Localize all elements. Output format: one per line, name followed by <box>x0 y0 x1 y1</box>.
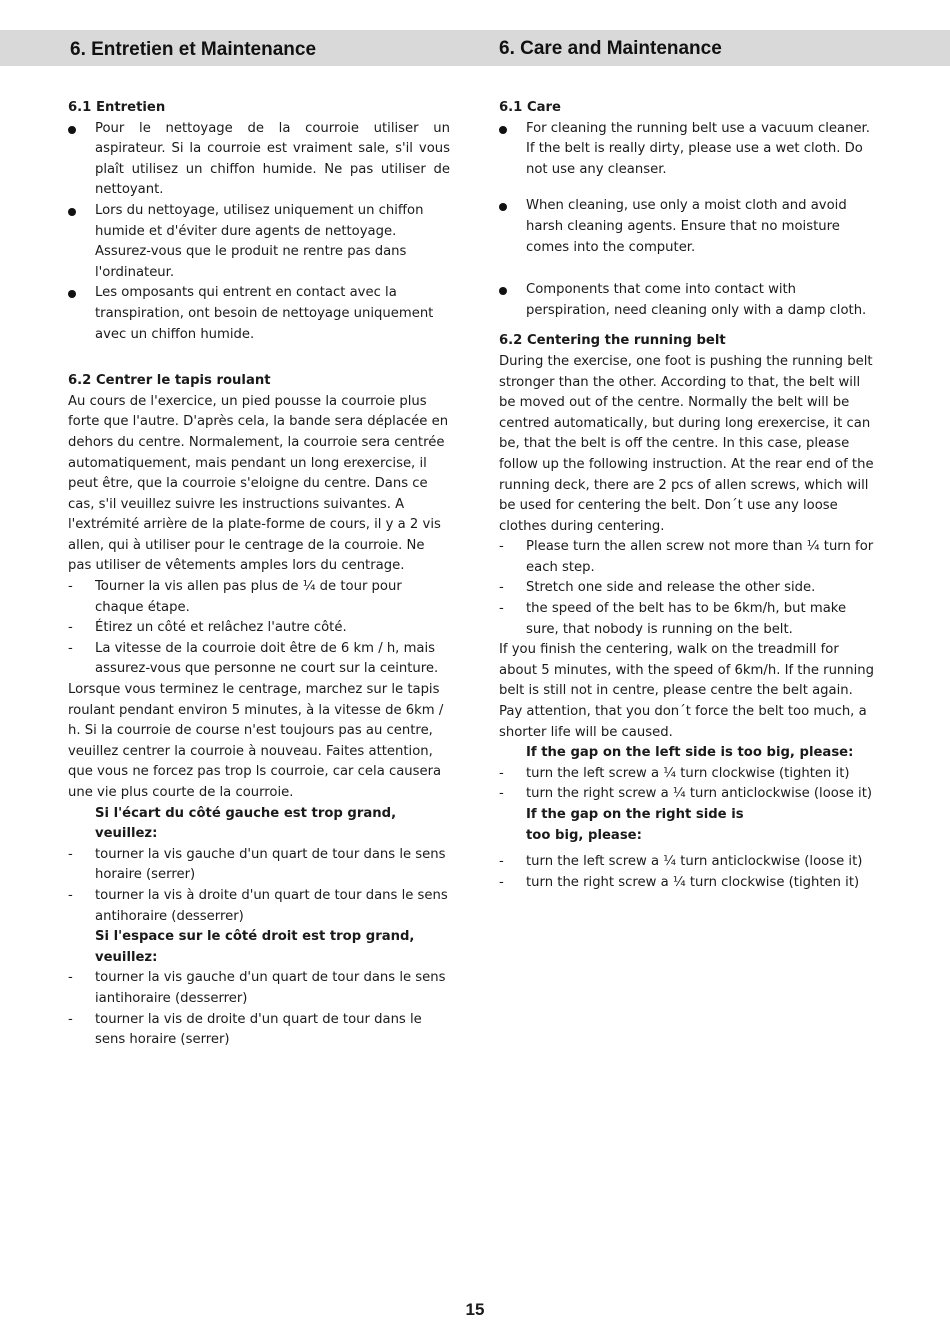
en-centering-intro: During the exercise, one foot is pushing the running belt stronger than the other. According to that, the belt will be moved out of the centre. Normally the belt will be centred automatically, but during long erexercise, it can be, that the belt is off the centre. In this case, please follow up the following instruction. At the rear end of the running deck, there are 2 pcs of allen screws, which will be used for centering the belt. Don´t use any loose clothes during centering. <box>499 353 874 534</box>
list-item: - tourner la vis à droite d'un quart de tour dans le sens antihoraire (desserrer) <box>68 887 448 924</box>
bullet-icon <box>68 126 76 134</box>
list-item: - tourner la vis de droite d'un quart de tour dans le sens horaire (serrer) <box>68 1011 422 1048</box>
fr-right-gap-steps <box>68 968 450 1050</box>
list-item: - Please turn the allen screw not more than ¼ turn for each step. <box>499 539 874 575</box>
fr-right-gap-title: Si l'espace sur le côté droit est trop grand, veuillez: <box>95 929 415 965</box>
list-item: - Tourner la vis allen pas plus de ¼ de tour pour chaque étape. <box>68 579 402 615</box>
en-centering-after: If you finish the centering, walk on the treadmill for about 5 minutes, with the speed of 6km/h. If the running belt is still not in centre, please centre the belt again. Pay attention, that you don´t force the belt too much, a shorter life will be caused. <box>499 642 875 740</box>
list-item: Lors du nettoyage, utilisez uniquement un chiffon humide et d'éviter dure agents de nettoyage. Assurez-vous que le produit ne rentre pas dans l'ordinateur. <box>68 201 450 283</box>
en-centering-steps <box>499 537 879 640</box>
bullet-icon <box>499 126 507 134</box>
page-number: 15 <box>465 1300 485 1319</box>
list-item: - La vitesse de la courroie doit être de 6 km / h, mais assurez-vous que personne ne court sur la ceinture. <box>68 640 439 677</box>
fr-section-title: 6. Entretien et Maintenance <box>70 39 317 60</box>
list-item: Components that come into contact with perspiration, need cleaning only with a damp cloth. <box>499 280 879 321</box>
fr-left-gap-title: Si l'écart du côté gauche est trop grand, veuillez: <box>95 805 397 842</box>
list-item: - the speed of the belt has to be 6km/h, but make sure, that nobody is running on the belt. <box>499 601 847 637</box>
list-item: - turn the left screw a ¼ turn clockwise (tighten it) <box>499 765 850 781</box>
fr-care-title: 6.1 Entretien <box>68 100 166 115</box>
list-item: - turn the right screw a ¼ turn clockwise (tighten it) <box>499 874 860 890</box>
fr-centering-title: 6.2 Centrer le tapis roulant <box>68 373 271 389</box>
fr-centering-intro: Au cours de l'exercice, un pied pousse la courroie plus forte que l'autre. D'après cela, la bande sera déplacée en dehors du centre. Normalement, la courroie sera centrée automatiquement, mais pendant un long erexercise, il peut être, que la courroie s'eloigne du centre. Dans ce cas, s'il veuillez suivre les instructions suivantes. A l'extrémité arrière de la plate-forme de cours, il y a 2 vis allen, qui à utiliser pour le centrage de la courroie. Ne pas utiliser de vêtements amples lors du centrage. <box>68 393 449 574</box>
en-left-gap-steps <box>499 764 879 805</box>
list-item: - turn the left screw a ¼ turn anticlockwise (loose it) <box>499 854 863 870</box>
bullet-icon <box>499 287 507 295</box>
list-item: Les omposants qui entrent en contact avec la transpiration, ont besoin de nettoyage uniquement avec un chiffon humide. <box>68 283 450 345</box>
fr-centering-after: Lorsque vous terminez le centrage, marchez sur le tapis roulant pendant environ 5 minutes, à la vitesse de 6km / h. Si la courroie de course n'est toujours pas au centre, veuillez centrer la courroie à nouveau. Faites attention, que vous ne forcez pas trop ls courroie, car cela causera une vie plus courte de la courroie. <box>68 682 444 800</box>
en-section-title: 6. Care and Maintenance <box>499 38 722 59</box>
en-centering-title: 6.2 Centering the running belt <box>499 333 726 349</box>
en-left-gap-title: If the gap on the left side is too big, please: <box>526 745 854 761</box>
en-care-title: 6.1 Care <box>499 100 561 115</box>
list-item: - tourner la vis gauche d'un quart de tour dans le sens iantihoraire (desserrer) <box>68 970 446 1006</box>
list-item: When cleaning, use only a moist cloth and avoid harsh cleaning agents. Ensure that no moisture comes into the computer. <box>499 196 879 258</box>
list-item: - Stretch one side and release the other side. <box>499 580 816 596</box>
bullet-icon <box>499 203 507 211</box>
english-column <box>499 98 879 893</box>
en-right-gap-steps <box>499 852 879 893</box>
fr-centering-steps <box>68 577 450 680</box>
list-item: - turn the right screw a ¼ turn anticlockwise (loose it) <box>499 786 873 802</box>
en-right-gap-title: If the gap on the right side is too big, please: <box>526 807 744 843</box>
list-item: Pour le nettoyage de la courroie utiliser un aspirateur. Si la courroie est vraiment sale, s'il vous plaît utilisez un chiffon humide. Ne pas utiliser de nettoyant. <box>68 119 450 201</box>
list-item: - Étirez un côté et relâchez l'autre côté. <box>68 620 347 636</box>
french-column <box>68 98 450 1051</box>
bullet-icon <box>68 208 76 216</box>
en-care-list <box>499 119 879 322</box>
fr-left-gap-steps <box>68 845 450 927</box>
bullet-icon <box>68 290 76 298</box>
list-item: For cleaning the running belt use a vacuum cleaner. If the belt is really dirty, please use a wet cloth. Do not use any cleanser. <box>499 119 879 181</box>
fr-care-list <box>68 119 450 346</box>
list-item: - tourner la vis gauche d'un quart de tour dans le sens horaire (serrer) <box>68 846 446 883</box>
